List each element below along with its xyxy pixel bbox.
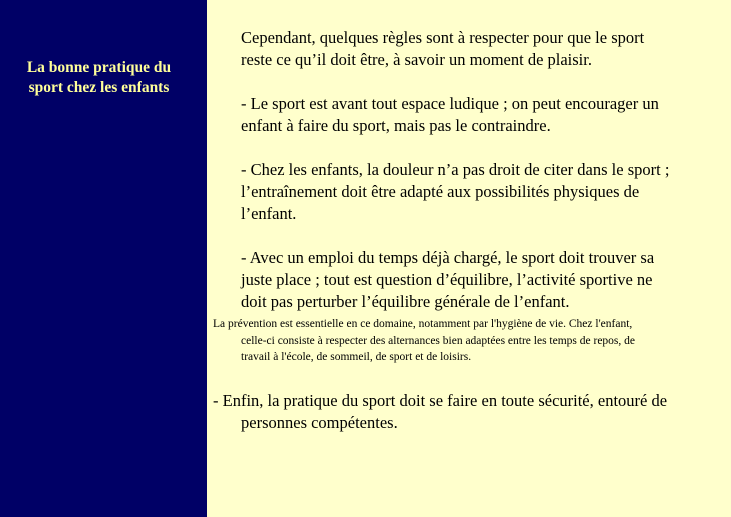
paragraph-douleur: - Chez les enfants, la douleur n’a pas droit de citer dans le sport ; l’entraînement doit être adapté aux possibilités physiques de l’enfant. (241, 160, 670, 223)
sidebar-panel (0, 0, 207, 517)
slide-title: La bonne pratique du sport chez les enfants (26, 59, 172, 96)
paragraph-ludique: - Le sport est avant tout espace ludique ; on peut encourager un enfant à faire du sport, mais pas le contraindre. (241, 94, 659, 135)
paragraph-securite: - Enfin, la pratique du sport doit se faire en toute sécurité, entouré de personnes compétentes. (213, 391, 668, 432)
paragraph-intro: Cependant, quelques règles sont à respecter pour que le sport reste ce qu’il doit être, à savoir un moment de plaisir. (241, 28, 645, 69)
paragraph-prevention: La prévention est essentielle en ce domaine, notamment par l'hygiène de vie. Chez l'enfant, celle-ci consiste à respecter des alternances bien adaptées entre les temps de repos, de travail à l'école, de sommeil, de sport et de loisirs. (213, 318, 636, 363)
content-panel (207, 0, 731, 517)
paragraph-emploi-du-temps: - Avec un emploi du temps déjà chargé, le sport doit trouver sa juste place ; tout est question d’équilibre, l’activité sportive ne doit pas perturber l’équilibre générale de l’enfant. (241, 248, 655, 311)
